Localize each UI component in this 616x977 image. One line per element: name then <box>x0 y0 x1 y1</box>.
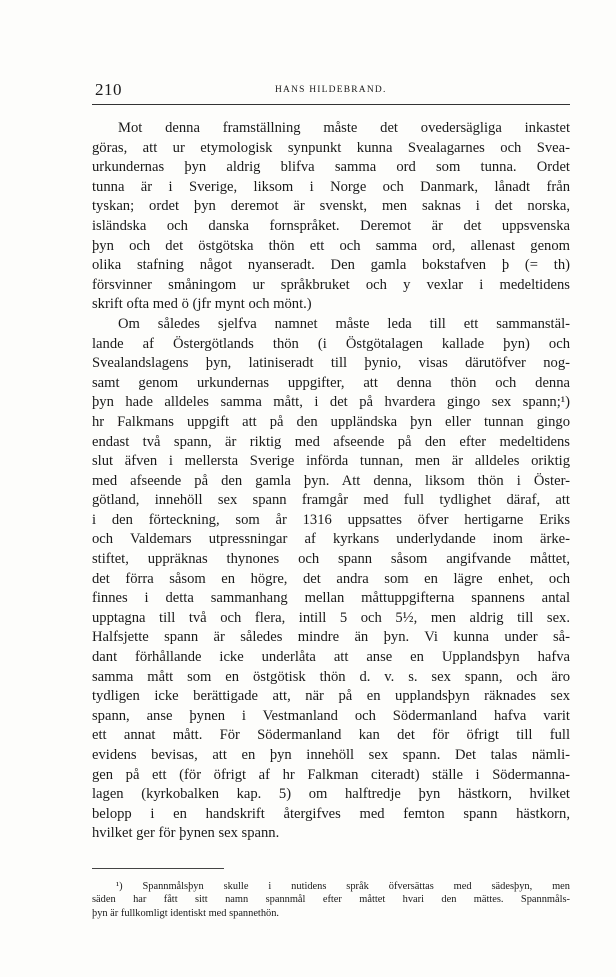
footnotes <box>92 880 570 920</box>
text-line: evidens bevisas, att en þyn innehöll sex spann. Det talas nämli- <box>92 747 570 763</box>
text-line: urkundernas þyn aldrig blifva samma ord som tunna. Ordet <box>92 159 570 176</box>
text-line: götland, innehöll sex spann framgår med full tydlighet däraf, att <box>92 492 570 509</box>
text-line: göras, att ur etymologisk synpunkt kunna Svealagarnes och Svea- <box>92 139 570 156</box>
text-line: tyskan; ordet þyn deremot är svenskt, men saknas i det norska, <box>92 198 570 215</box>
text-line: Halfsjette spann är således mindre än þyn. Vi kunna under så- <box>92 629 570 646</box>
footnote-line: säden har fått sitt namn spannmål efter måttet hvari den mättes. Spannmåls- <box>92 894 570 906</box>
running-head: HANS HILDEBRAND. <box>275 85 387 95</box>
text-line: slut äfven i mellersta Sverige införda tunnan, men är alldeles oriktig <box>92 453 570 470</box>
text-line: þyn hade alldeles samma mått, i det på hvardera gingo sex spann;¹) <box>92 394 570 411</box>
text-line: det förra såsom en högre, det andra som en lägre enhet, och <box>92 570 570 587</box>
text-line: Svealandslagens þyn, latiniseradt till þynio, visas därutöfver nog- <box>92 355 570 372</box>
text-line: stiftet, uppräknas thynones och spann såsom angifvande måttet, <box>92 551 570 568</box>
footnote-line: ¹) Spannmålsþyn skulle i nutidens språk öfversättas med sädesþyn, men <box>116 881 570 892</box>
text-line: finnes i detta sammanhang mellan måttuppgifterna spannens antal <box>92 590 570 607</box>
text-line: spann, anse þynen i Vestmanland och Södermanland hafva varit <box>92 707 570 724</box>
text-line: hr Falkmans uppgift att på den uppländska þyn eller tunnan gingo <box>92 413 570 430</box>
text-line: samt genom urkundernas uppgifter, att denna thön och denna <box>92 374 570 391</box>
text-line: lande af Östergötlands thön (i Östgötalagen kallade þyn) och <box>92 335 570 352</box>
text-line: samma mått som en östgötisk thön d. v. s. sex spann, och äro <box>92 668 570 685</box>
text-line: belopp i en handskrift återgifves med femton spann hästkorn, <box>92 805 570 822</box>
text-line: endast två spann, är riktig med afseende på den efter medeltidens <box>92 433 570 450</box>
text-line: dant förhållande icke underlåta att anse en Upplandsþyn hafva <box>92 649 570 666</box>
text-line: skrift ofta med ö (jfr mynt och mönt.) <box>92 296 312 313</box>
text-line: hvilket ger för þynen sex spann. <box>92 825 280 842</box>
text-line: þyn och det östgötska thön ett och samma ord, allenast genom <box>92 237 570 254</box>
text-line: tunna är i Sverige, liksom i Norge och Danmark, lånadt från <box>92 178 570 195</box>
text-line: olika stafning något nyanseradt. Den gamla bokstafven þ (= th) <box>92 257 570 274</box>
text-line: Om således sjelfva namnet måste leda till ett sammanstäl- <box>118 315 570 332</box>
text-line: gen på ett (för öfrigt af hr Falkman citeradt) ställe i Södermanna- <box>92 766 570 783</box>
text-line: i den förteckning, som år 1316 uppsattes öfver hertigarne Eriks <box>92 511 570 528</box>
text-line: Mot denna framställning måste det ovedersägliga inkastet <box>118 120 570 136</box>
text-line: ett annat mått. För Södermanland kan det för öfrigt till full <box>92 727 570 744</box>
text-line: och Valdemars utpressningar af kyrkans underlydande inom ärke- <box>92 531 570 548</box>
text-line: isländska och danska fornspråket. Deremot är det uppsvenska <box>92 217 570 234</box>
text-line: tydligen icke berättigade att, när på en upplandsþyn räknades sex <box>92 688 570 705</box>
text-line: upptagna till två och flera, intill 5 och 5½, men aldrig till sex. <box>92 609 570 626</box>
text-line: försvinner småningom ur språkbruket och y vexlar i medeltidens <box>92 276 570 293</box>
text-line: lagen (kyrkobalken kap. 5) om halftredje þyn hästkorn, hvilket <box>92 786 570 803</box>
page-header <box>92 80 570 105</box>
footnote-divider <box>92 868 224 869</box>
page-number: 210 <box>95 80 122 99</box>
footnote-line: þyn är fullkomligt identiskt med spannethön. <box>92 907 280 919</box>
text-line: med afseende på den gamla þyn. Att denna, liksom thön i Öster- <box>92 472 570 489</box>
body-text <box>92 119 570 844</box>
